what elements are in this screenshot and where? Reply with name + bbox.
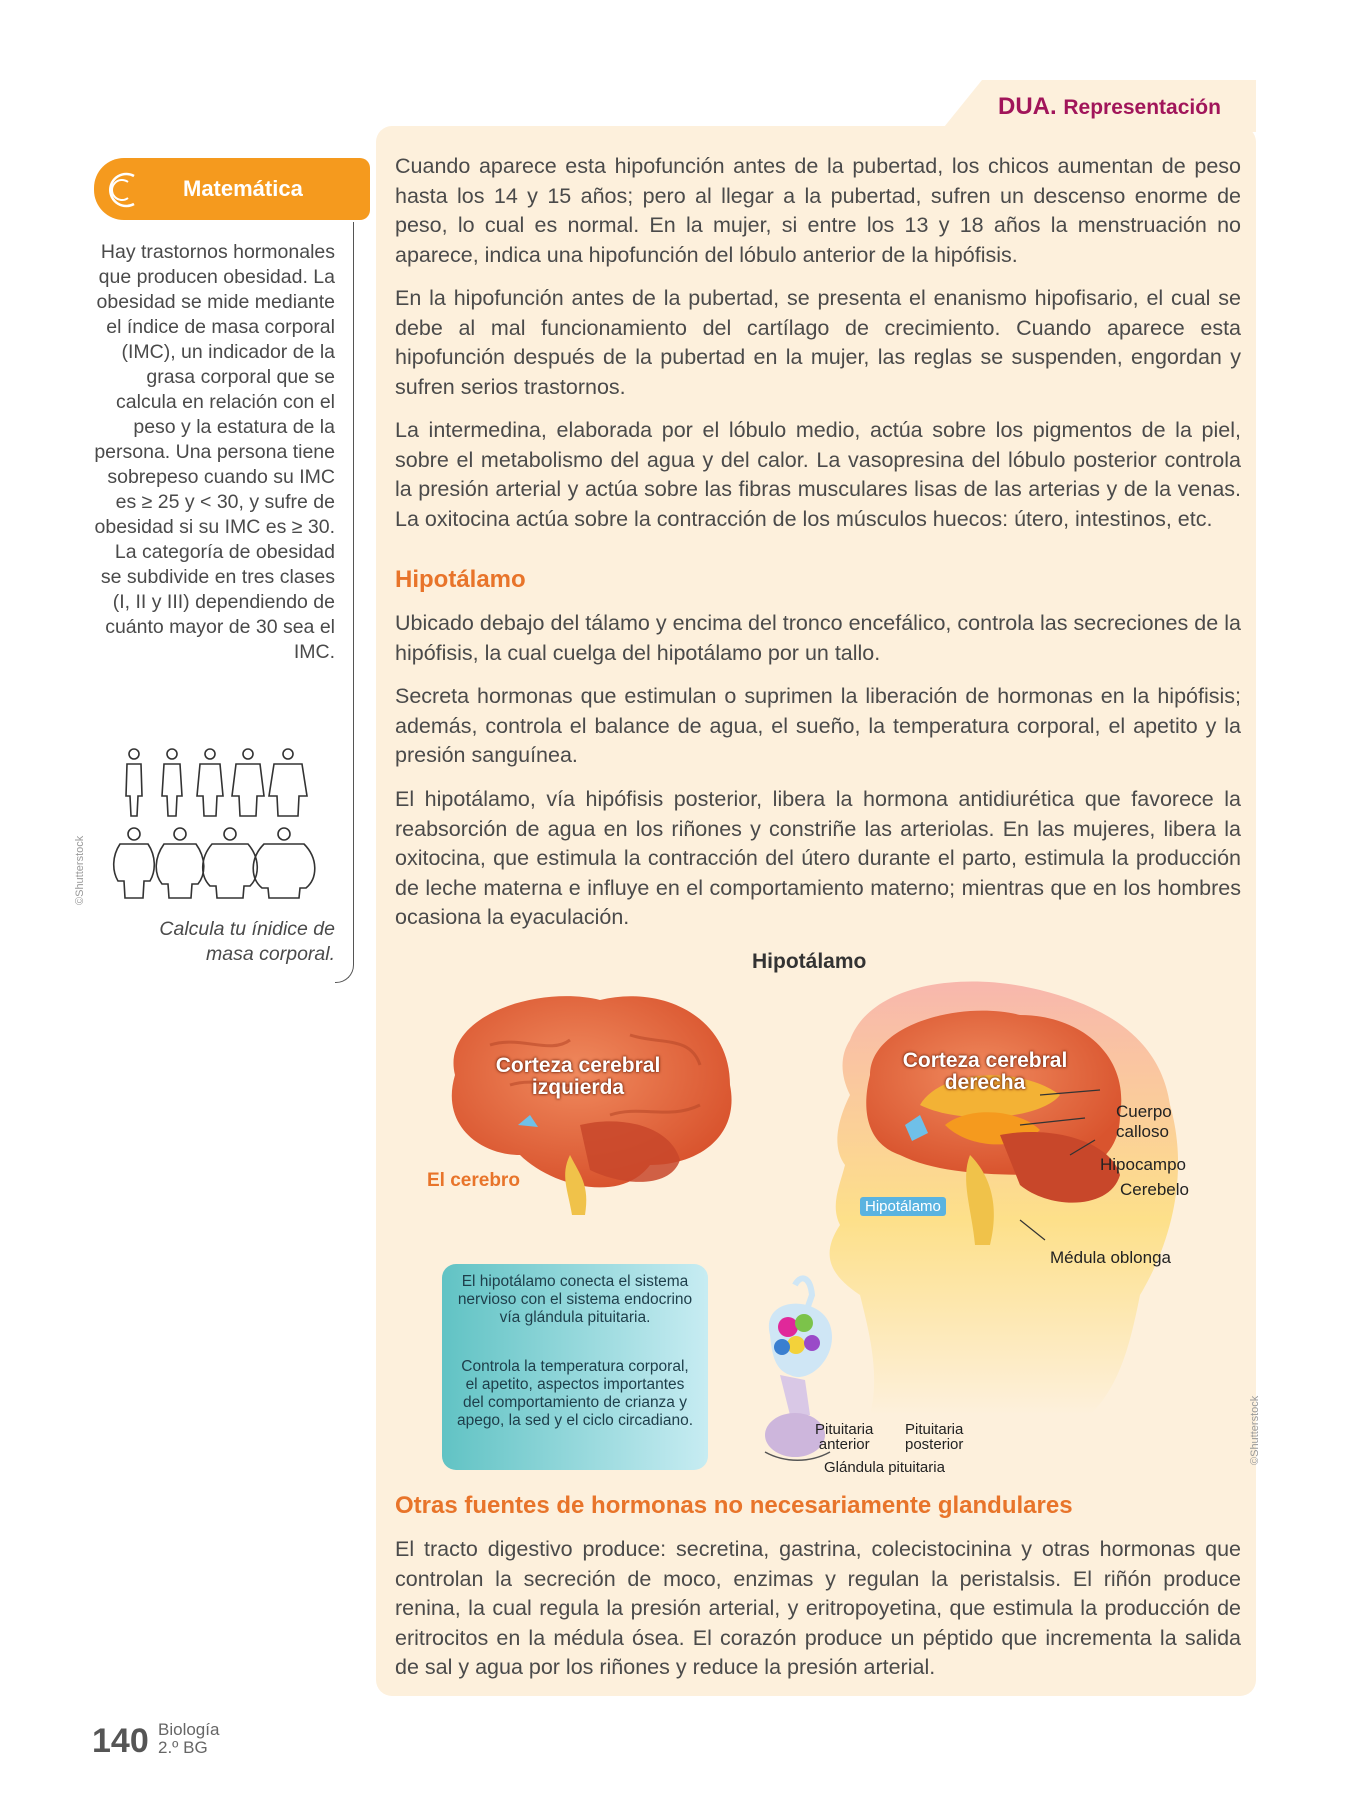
info-text-controla: Controla la temperatura corporal, el apetito, aspectos importantes del comportamiento de crianza y apego, la sed y el ciclo circadiano.: [456, 1358, 694, 1429]
figure-title: Hipotálamo: [752, 950, 867, 973]
dua-label: DUA.: [998, 93, 1057, 120]
label-pit-post-line1: Pituitaria: [905, 1421, 964, 1438]
label-cuerpo-line2: calloso: [1116, 1122, 1169, 1141]
paragraph-hipofuncion: Cuando aparece esta hipofunción antes de la pubertad, los chicos aumentan de peso hasta los 14 y 15 años; pero al llegar a la pubertad, sufren un descenso enorme de peso, lo cual es normal. En la mujer, si entre los 13 y 18 años la menstruación no aparece, indica una hipofunción del lóbulo anterior de la hipófisis.: [395, 154, 1241, 267]
paragraph-intermedina: La intermedina, elaborada por el lóbulo medio, actúa sobre los pigmentos de la piel, sobre el metabolismo del agua y del calor. La vasopresina del lóbulo posterior controla la presión arterial y actúa sobre las fibras musculares lisas de las arterias y de la venas. La oxitocina actúa sobre la contracción de los músculos huecos: útero, intestinos, etc.: [395, 418, 1241, 531]
footer-subject: [158, 1721, 219, 1757]
heading-hipotalamo: Hipotálamo: [395, 566, 526, 593]
label-right-cortex-line1: Corteza cerebral: [902, 1049, 1068, 1072]
footer-grade: 2.º BG: [158, 1738, 208, 1757]
sidebar-credit: ©Shutterstock: [74, 835, 86, 905]
label-pit-post-line2: posterior: [905, 1436, 964, 1453]
figure-credit: ©Shutterstock: [1249, 1395, 1261, 1465]
label-hipotalamo-tag: Hipotálamo: [860, 1197, 946, 1216]
label-pit-ant-line2: anterior: [818, 1436, 870, 1453]
label-el-cerebro: El cerebro: [427, 1170, 520, 1191]
paragraph-ubicado: Ubicado debajo del tálamo y encima del tronco encefálico, controla las secreciones de la hipófisis, la cual cuelga del hipotálamo por un tallo.: [395, 611, 1241, 665]
paragraph-tracto-digestivo: El tracto digestivo produce: secretina, gastrina, colecistocinina y otras hormonas que controlan la secreción de moco, enzimas y regulan la peristalsis. El riñón produce renina, la cual regula la presión arterial, y eritropoyetina, que estimula la producción de eritrocitos en la médula ósea. El corazón produce un péptido que incrementa la salida de sal y agua por los riñones y reduce la presión arterial.: [395, 1537, 1241, 1679]
label-cuerpo-calloso: [1116, 1102, 1172, 1142]
math-c-icon: [100, 168, 144, 212]
heading-otras-fuentes: Otras fuentes de hormonas no necesariamente glandulares: [395, 1492, 1073, 1519]
dua-subtitle: Representación: [1063, 96, 1221, 119]
label-pituitaria-posterior: [905, 1422, 963, 1452]
page-number: 140: [92, 1722, 149, 1760]
dua-title: [998, 93, 1221, 121]
sidebar-border: [335, 222, 354, 983]
label-left-cortex-line2: izquierda: [531, 1076, 625, 1099]
label-cerebelo: Cerebelo: [1120, 1180, 1189, 1199]
sidebar-text: Hay trastornos hormonales que producen obesidad. La obesidad se mide mediante el índice de masa corporal (IMC), un indicador de la grasa corporal que se calcula en relación con el peso y la estatura de la persona. Una persona tiene sobrepeso cuando su IMC es ≥ 25 y < 30, y sufre de obesidad si su IMC es ≥ 30. La categoría de obesidad se subdivide en tres clases (I, II y III) dependiendo de cuánto mayor de 30 sea el IMC.: [94, 241, 335, 663]
sidebar-title: Matemática: [183, 176, 303, 201]
label-left-cortex-line1: Corteza cerebral: [495, 1054, 661, 1077]
sidebar-caption: Calcula tu ínidice de masa corporal.: [159, 918, 335, 965]
label-pituitaria-anterior: [815, 1422, 873, 1452]
label-right-cortex: [895, 1050, 1075, 1094]
label-right-cortex-line2: derecha: [944, 1071, 1026, 1094]
footer-subject-name: Biología: [158, 1720, 220, 1739]
label-glandula-pituitaria: Glándula pituitaria: [824, 1459, 945, 1476]
label-medula-oblonga: Médula oblonga: [1050, 1248, 1171, 1267]
label-left-cortex: [488, 1055, 668, 1099]
body-figures-icon: [112, 746, 326, 906]
label-cuerpo-line1: Cuerpo: [1116, 1102, 1172, 1121]
paragraph-enanismo: En la hipofunción antes de la pubertad, se presenta el enanismo hipofisario, el cual se debe al mal funcionamiento del cartílago de crecimiento. Cuando aparece esta hipofunción después de la pubertad en la mujer, las reglas se suspenden, engordan y sufren serios trastornos.: [395, 286, 1241, 399]
label-pit-ant-line1: Pituitaria: [815, 1421, 874, 1438]
paragraph-via-hipofisis: El hipotálamo, vía hipófisis posterior, libera la hormona antidiurética que favorece la reabsorción de agua en los riñones y constriñe las arteriolas. En las mujeres, libera la oxitocina, que estimula la contracción del útero durante el parto, estimula la producción de leche materna e influye en el comportamiento materno; mientras que en los hombres ocasiona la eyaculación.: [395, 787, 1241, 929]
paragraph-secreta: Secreta hormonas que estimulan o suprimen la liberación de hormonas en la hipófisis; además, controla el balance de agua, el sueño, la temperatura corporal, el apetito y la presión sanguínea.: [395, 684, 1241, 767]
label-hipocampo: Hipocampo: [1100, 1155, 1186, 1174]
info-text-conecta: El hipotálamo conecta el sistema nervioso con el sistema endocrino vía glándula pituitaria.: [457, 1273, 693, 1326]
